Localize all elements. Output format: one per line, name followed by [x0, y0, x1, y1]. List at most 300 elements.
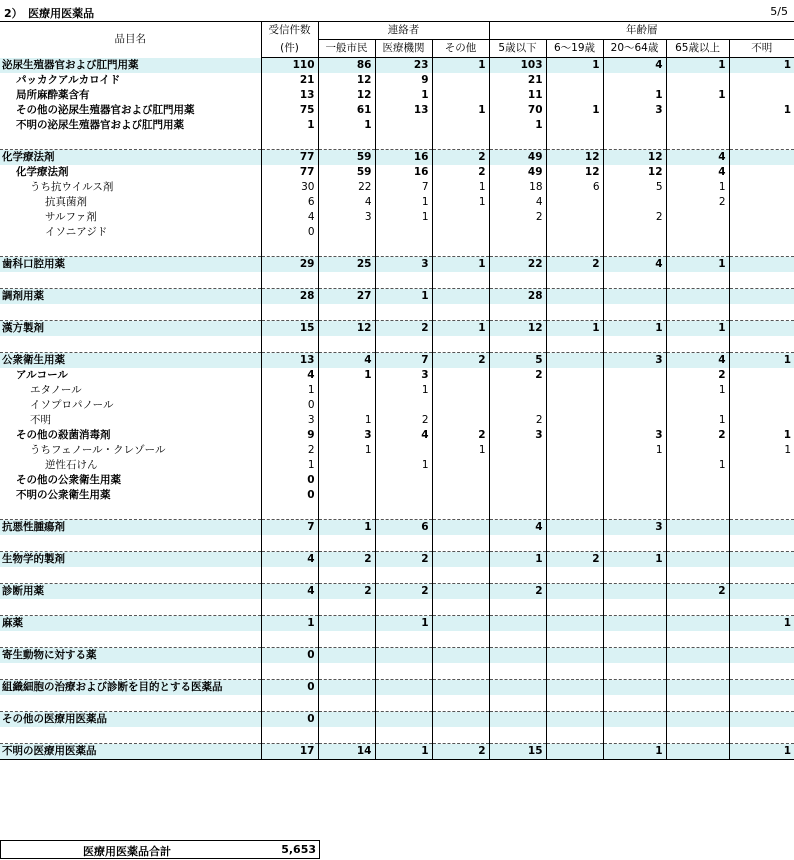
spacer-cell [546, 503, 603, 520]
item-name-cell: 泌尿生殖器官および肛門用薬 [0, 58, 261, 74]
item-name-cell: 不明 [0, 413, 261, 428]
count-cell [603, 398, 666, 413]
count-cell: 2 [375, 321, 432, 337]
spacer-row [0, 304, 794, 321]
count-cell [603, 289, 666, 305]
item-name-cell: 麻薬 [0, 616, 261, 632]
count-cell: 21 [489, 73, 546, 88]
count-cell: 1 [666, 321, 729, 337]
table-row [0, 443, 794, 458]
item-name-cell: イソプロパノール [0, 398, 261, 413]
count-cell [546, 648, 603, 664]
count-cell: 22 [489, 257, 546, 273]
count-cell: 1 [729, 616, 794, 632]
count-cell: 1 [318, 368, 375, 383]
item-name-cell: エタノール [0, 383, 261, 398]
count-cell: 2 [432, 744, 489, 760]
spacer-cell [546, 304, 603, 321]
received-count-cell: 4 [261, 368, 318, 383]
count-cell [729, 383, 794, 398]
count-cell [729, 413, 794, 428]
spacer-cell [375, 240, 432, 257]
received-count-cell: 7 [261, 520, 318, 536]
count-cell: 49 [489, 165, 546, 180]
count-cell: 1 [729, 353, 794, 369]
count-cell [432, 289, 489, 305]
col-age-20-64: 20～64歳 [603, 40, 666, 58]
spacer-cell [261, 133, 318, 150]
count-cell [432, 413, 489, 428]
count-cell [489, 443, 546, 458]
count-cell [546, 520, 603, 536]
count-cell: 4 [489, 520, 546, 536]
count-cell [546, 428, 603, 443]
spacer-cell [666, 133, 729, 150]
received-count-cell: 0 [261, 225, 318, 240]
spacer-cell [603, 663, 666, 680]
spacer-row [0, 663, 794, 680]
count-cell: 1 [432, 257, 489, 273]
count-cell [603, 225, 666, 240]
table-row [0, 368, 794, 383]
count-cell [432, 210, 489, 225]
count-cell: 2 [489, 584, 546, 600]
spacer-row [0, 599, 794, 616]
grand-total-value: 5,653 [281, 843, 316, 856]
count-cell: 1 [489, 552, 546, 568]
received-count-cell: 28 [261, 289, 318, 305]
count-cell [546, 473, 603, 488]
spacer-cell [0, 727, 261, 744]
count-cell: 1 [603, 744, 666, 760]
count-cell: 2 [375, 413, 432, 428]
count-cell [432, 520, 489, 536]
col-contact-other: その他 [432, 40, 489, 58]
spacer-cell [375, 133, 432, 150]
count-cell: 2 [546, 257, 603, 273]
received-count-cell: 2 [261, 443, 318, 458]
spacer-cell [318, 727, 375, 744]
count-cell [432, 712, 489, 728]
count-cell: 1 [783, 429, 792, 441]
received-count-cell: 4 [261, 584, 318, 600]
count-cell [666, 744, 729, 760]
item-name-cell: 不明の泌尿生殖器官および肛門用薬 [0, 118, 261, 133]
spacer-cell [666, 304, 729, 321]
spacer-cell [603, 336, 666, 353]
spacer-cell [375, 535, 432, 552]
table-row [0, 744, 794, 760]
count-cell [432, 398, 489, 413]
count-cell [432, 473, 489, 488]
count-cell [603, 584, 666, 600]
count-cell: 59 [318, 165, 375, 180]
spacer-cell [546, 695, 603, 712]
spacer-cell [432, 663, 489, 680]
count-cell: 3 [375, 257, 432, 273]
count-cell: 2 [432, 150, 489, 166]
item-name-cell: 寄生動物に対する薬 [0, 648, 261, 664]
received-count-cell: 0 [261, 648, 318, 664]
spacer-cell [666, 336, 729, 353]
count-cell: 1 [375, 210, 432, 225]
spacer-row [0, 567, 794, 584]
table-row [0, 616, 794, 632]
spacer-cell [546, 535, 603, 552]
count-cell [489, 712, 546, 728]
item-name-cell: 公衆衛生用薬 [0, 353, 261, 369]
count-cell [603, 616, 666, 632]
count-cell: 1 [546, 58, 603, 74]
spacer-cell [318, 133, 375, 150]
count-cell [546, 88, 603, 103]
count-cell: 1 [318, 118, 375, 133]
count-cell: 5 [489, 353, 546, 369]
spacer-row [0, 133, 794, 150]
spacer-row [0, 503, 794, 520]
spacer-cell [729, 336, 794, 353]
count-cell: 4 [666, 165, 729, 180]
spacer-cell [489, 727, 546, 744]
count-cell [489, 616, 546, 632]
item-name-cell: アルコール [0, 368, 261, 383]
spacer-cell [0, 304, 261, 321]
count-cell [318, 383, 375, 398]
count-cell: 1 [666, 458, 729, 473]
table-row [0, 353, 794, 369]
count-cell [318, 398, 375, 413]
grand-total-label: 医療用医薬品合計 [83, 845, 171, 858]
count-cell: 61 [318, 103, 375, 118]
count-cell [666, 210, 729, 225]
count-cell: 3 [318, 428, 375, 443]
count-cell [546, 413, 603, 428]
spacer-cell [603, 304, 666, 321]
table-row [0, 195, 794, 210]
count-cell: 9 [375, 73, 432, 88]
count-cell [729, 165, 794, 180]
spacer-cell [729, 567, 794, 584]
count-cell [729, 225, 794, 240]
spacer-cell [432, 133, 489, 150]
count-cell: 5 [603, 180, 666, 195]
spacer-cell [489, 133, 546, 150]
count-cell: 1 [666, 257, 729, 273]
count-cell [546, 368, 603, 383]
spacer-cell [261, 535, 318, 552]
count-cell: 28 [489, 289, 546, 305]
spacer-cell [603, 567, 666, 584]
count-cell: 1 [603, 443, 666, 458]
count-cell [729, 552, 794, 568]
spacer-cell [489, 599, 546, 616]
count-cell: 2 [432, 165, 489, 180]
count-cell [729, 520, 794, 536]
count-cell: 2 [318, 552, 375, 568]
spacer-cell [0, 599, 261, 616]
count-cell: 1 [784, 444, 792, 456]
spacer-cell [729, 272, 794, 289]
section-title: 2） 医療用医薬品 [4, 7, 95, 20]
spacer-cell [261, 663, 318, 680]
spacer-cell [318, 567, 375, 584]
count-cell [729, 368, 794, 383]
count-cell [318, 616, 375, 632]
count-cell [603, 413, 666, 428]
count-cell [729, 712, 794, 728]
count-cell: 2 [489, 210, 546, 225]
count-cell: 1 [432, 180, 489, 195]
count-cell [603, 195, 666, 210]
count-cell [666, 73, 729, 88]
count-cell: 1 [666, 413, 729, 428]
table-row [0, 680, 794, 696]
count-cell [489, 648, 546, 664]
count-cell [432, 616, 489, 632]
table-row [0, 103, 794, 118]
spacer-cell [603, 133, 666, 150]
count-cell: 16 [375, 150, 432, 166]
received-count-cell: 77 [261, 150, 318, 166]
received-count-cell: 13 [261, 353, 318, 369]
received-count-cell: 0 [261, 680, 318, 696]
spacer-cell [318, 695, 375, 712]
col-contact-public: 一般市民 [318, 40, 375, 58]
item-name-cell: 漢方製剤 [0, 321, 261, 337]
count-cell [318, 458, 375, 473]
count-cell: 2 [546, 552, 603, 568]
count-cell [546, 210, 603, 225]
count-cell [729, 584, 794, 600]
count-cell: 2 [666, 428, 729, 443]
count-cell: 11 [489, 88, 546, 103]
item-name-cell: 生物学的製剤 [0, 552, 261, 568]
count-cell [375, 443, 432, 458]
spacer-cell [0, 272, 261, 289]
item-name-cell: 化学療法剤 [0, 150, 261, 166]
count-cell [729, 289, 794, 305]
col-contact-medical: 医療機関 [375, 40, 432, 58]
count-cell [432, 73, 489, 88]
count-cell: 12 [546, 165, 603, 180]
spacer-cell [546, 727, 603, 744]
spacer-cell [432, 272, 489, 289]
spacer-cell [489, 535, 546, 552]
received-count-cell: 1 [261, 118, 318, 133]
spacer-cell [375, 695, 432, 712]
spacer-cell [318, 663, 375, 680]
item-name-cell: 組織細胞の治療および診断を目的とする医薬品 [0, 680, 261, 696]
count-cell: 49 [489, 150, 546, 166]
count-cell: 1 [783, 104, 792, 116]
spacer-cell [0, 567, 261, 584]
count-cell [546, 398, 603, 413]
count-cell: 2 [666, 368, 729, 383]
table-row [0, 520, 794, 536]
spacer-cell [432, 304, 489, 321]
count-cell: 7 [375, 180, 432, 195]
spacer-cell [603, 599, 666, 616]
count-cell: 7 [375, 353, 432, 369]
spacer-cell [603, 695, 666, 712]
item-name-cell: サルファ剤 [0, 210, 261, 225]
count-cell [666, 488, 729, 503]
header-row-1 [0, 22, 794, 40]
item-name-cell: うち抗ウイルス剤 [0, 180, 261, 195]
spacer-cell [261, 567, 318, 584]
table-row [0, 428, 794, 443]
count-cell [603, 383, 666, 398]
count-cell: 1 [432, 58, 489, 74]
count-cell: 103 [489, 58, 546, 74]
table-row [0, 584, 794, 600]
count-cell: 1 [603, 88, 666, 103]
count-cell: 70 [489, 103, 546, 118]
count-cell: 2 [375, 552, 432, 568]
count-cell [546, 488, 603, 503]
spacer-cell [318, 535, 375, 552]
count-cell: 12 [318, 321, 375, 337]
received-count-cell: 15 [261, 321, 318, 337]
spacer-cell [261, 599, 318, 616]
count-cell: 1 [666, 58, 729, 74]
spacer-cell [261, 272, 318, 289]
item-name-cell: パッカクアルカロイド [0, 73, 261, 88]
count-cell [666, 680, 729, 696]
count-cell: 3 [603, 520, 666, 536]
col-item-header: 品目名 [0, 22, 261, 58]
spacer-cell [0, 133, 261, 150]
count-cell [432, 552, 489, 568]
count-cell [546, 353, 603, 369]
spacer-cell [0, 695, 261, 712]
count-cell: 86 [318, 58, 375, 74]
count-cell: 25 [318, 257, 375, 273]
table-row [0, 321, 794, 337]
count-cell: 6 [546, 180, 603, 195]
table-row [0, 180, 794, 195]
count-cell [729, 195, 794, 210]
count-cell: 1 [729, 744, 794, 760]
spacer-cell [546, 272, 603, 289]
spacer-cell [0, 535, 261, 552]
spacer-row [0, 535, 794, 552]
received-count-cell: 77 [261, 165, 318, 180]
item-name-cell: その他の殺菌消毒剤 [0, 428, 261, 443]
count-cell: 1 [375, 195, 432, 210]
spacer-cell [318, 272, 375, 289]
count-cell: 27 [318, 289, 375, 305]
spacer-cell [666, 727, 729, 744]
count-cell: 18 [489, 180, 546, 195]
item-name-cell: イソニアジド [0, 225, 261, 240]
count-cell: 59 [318, 150, 375, 166]
spacer-cell [729, 599, 794, 616]
count-cell: 14 [318, 744, 375, 760]
count-cell [729, 210, 794, 225]
count-cell: 1 [546, 103, 603, 118]
spacer-cell [546, 663, 603, 680]
spacer-cell [375, 336, 432, 353]
count-cell: 1 [375, 616, 432, 632]
spacer-cell [729, 695, 794, 712]
count-cell [432, 118, 489, 133]
received-count-cell: 0 [261, 712, 318, 728]
count-cell [546, 383, 603, 398]
table-row [0, 257, 794, 273]
count-cell [666, 443, 729, 458]
count-cell [546, 712, 603, 728]
count-cell [489, 383, 546, 398]
spacer-cell [261, 503, 318, 520]
col-age-under5: 5歳以下 [489, 40, 546, 58]
spacer-cell [729, 631, 794, 648]
spacer-cell [432, 695, 489, 712]
count-cell [489, 225, 546, 240]
count-cell: 3 [603, 428, 666, 443]
count-cell: 12 [546, 150, 603, 166]
count-cell [666, 118, 729, 133]
spacer-cell [546, 240, 603, 257]
count-cell: 2 [489, 413, 546, 428]
table-row [0, 473, 794, 488]
count-cell [729, 257, 794, 273]
spacer-cell [261, 336, 318, 353]
count-cell [432, 383, 489, 398]
count-cell [666, 616, 729, 632]
count-cell [729, 398, 794, 413]
count-cell: 3 [603, 353, 666, 369]
count-cell: 2 [375, 584, 432, 600]
spacer-cell [666, 631, 729, 648]
item-name-cell: 調剤用薬 [0, 289, 261, 305]
count-cell: 1 [489, 118, 546, 133]
item-name-cell: その他の医療用医薬品 [0, 712, 261, 728]
received-count-cell: 110 [261, 58, 318, 74]
count-cell [318, 648, 375, 664]
spacer-cell [318, 631, 375, 648]
count-cell [546, 225, 603, 240]
spacer-row [0, 336, 794, 353]
spacer-cell [729, 304, 794, 321]
spacer-cell [489, 695, 546, 712]
count-cell: 22 [318, 180, 375, 195]
count-cell [729, 473, 794, 488]
count-cell [729, 458, 794, 473]
spacer-cell [432, 503, 489, 520]
count-cell: 4 [318, 195, 375, 210]
spacer-cell [603, 503, 666, 520]
spacer-cell [546, 567, 603, 584]
count-cell [318, 488, 375, 503]
table-row [0, 648, 794, 664]
item-name-cell: 化学療法剤 [0, 165, 261, 180]
item-name-cell: 不明の医療用医薬品 [0, 744, 261, 760]
count-cell [489, 680, 546, 696]
spacer-row [0, 240, 794, 257]
spacer-cell [432, 727, 489, 744]
count-cell: 4 [603, 58, 666, 74]
received-count-cell: 30 [261, 180, 318, 195]
spacer-cell [489, 663, 546, 680]
count-cell [546, 118, 603, 133]
received-count-cell: 13 [261, 88, 318, 103]
spacer-cell [432, 336, 489, 353]
count-cell [546, 195, 603, 210]
col-age-unknown: 不明 [729, 40, 794, 58]
spacer-cell [0, 631, 261, 648]
count-cell [603, 488, 666, 503]
